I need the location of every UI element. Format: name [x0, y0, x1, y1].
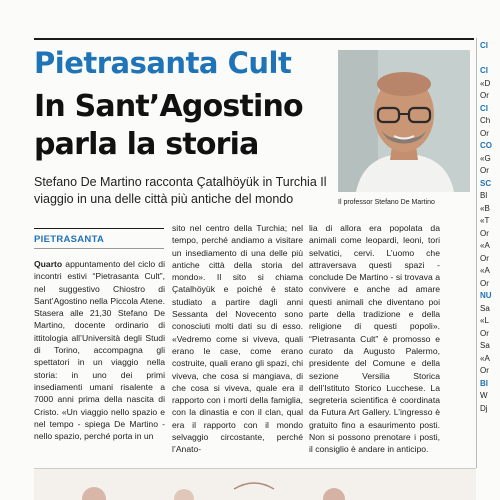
- sidebar-listing-fragment: BI: [480, 378, 488, 388]
- bottom-advertisement: [34, 468, 476, 500]
- article-subhead: Stefano De Martino racconta Çatalhöyük in Turchia Il viaggio in una delle città più antiche del mondo: [34, 175, 327, 206]
- sidebar-listing-fragment: Bl: [480, 191, 488, 200]
- sidebar-listing-fragment: Ch: [480, 116, 491, 125]
- article-column-3: [309, 222, 440, 456]
- section-rule-top: [34, 228, 164, 229]
- sidebar-listing-fragment: «A: [480, 266, 490, 275]
- adjacent-listings-column: [480, 40, 500, 460]
- section-rule-bottom: [34, 248, 164, 249]
- section-label: PIETRASANTA: [34, 234, 105, 245]
- portrait-illustration: [338, 50, 470, 192]
- sidebar-listing-fragment: «G: [480, 153, 491, 163]
- column-1-text: appuntamento del ciclo di incontri estivi “Pietrasanta Cult”, nel suggestivo Chiostro di Sant’Agostino nella Piccola Atene. Stasera alle 21,30 Stefano De Martino, docente ordinario di ittitologia all’Università degli Studi di Torino, accompagna gli spettatori in un viaggio nella storia: in uno dei primi insediamenti umani risalente a 7000 anni prima della nascita di Cristo. «Un viaggio nello spazio e nel tempo - spiega De Martino - nello spazio, perché porta in un: [34, 259, 165, 442]
- sidebar-listing-fragment: Or: [480, 278, 489, 288]
- sidebar-listing-fragment: «A: [480, 353, 490, 363]
- sidebar-listing-fragment: Or: [480, 228, 489, 238]
- sidebar-listing-fragment: Or: [480, 128, 489, 138]
- sidebar-listing-fragment: CO: [480, 141, 492, 150]
- sidebar-listing-fragment: NU: [480, 291, 492, 300]
- sidebar-listing-fragment: Sa: [480, 303, 490, 313]
- advertisement-graphic: [34, 469, 476, 500]
- column-3-text: lia di allora era popolata da animali come leopardi, leoni, tori selvatici, cervi. L’uomo che attraversava questi spazi - conclude De Martino - si trovava a convivere e anche ad amare questi animali che diventano poi parte della tradizione e della religione di questi popoli». “Pietrasanta Cult” è promosso e curato da Augusto Palermo, presidente del Comune e della sezione Versilia Storica dell’Istituto Storico Lucchese. La segreteria scientifica è coordinata da Futura Art Gallery. L’ingresso è gratuito fino a esaurimento posti. Non si possono prenotare i posti, il consiglio è andare in anticipo.: [309, 223, 440, 455]
- sidebar-listing-fragment: «T: [480, 216, 490, 225]
- sidebar-listing-fragment: «A: [480, 241, 490, 250]
- sidebar-listing-fragment: Or: [480, 91, 489, 100]
- portrait-photo: [338, 50, 470, 192]
- column-divider: [476, 38, 477, 468]
- photo-caption: Il professor Stefano De Martino: [338, 199, 435, 206]
- sidebar-listing-fragment: «D: [480, 78, 491, 88]
- sidebar-listing-fragment: Dj: [480, 403, 488, 413]
- sidebar-listing-fragment: «B: [480, 203, 490, 213]
- column-lead-word: Quarto: [34, 259, 63, 269]
- sidebar-listing-fragment: SC: [480, 178, 492, 188]
- sidebar-listing-fragment: CI: [480, 66, 488, 75]
- sidebar-listing-fragment: Sa: [480, 341, 490, 350]
- sidebar-listing-fragment: Or: [480, 166, 489, 175]
- article-headline: In Sant’Agostino parla la storia: [34, 89, 303, 162]
- sidebar-listing-fragment: Or: [480, 328, 489, 338]
- sidebar-listing-fragment: CI: [480, 103, 488, 113]
- sidebar-listing-fragment: Or: [480, 366, 489, 375]
- column-2-text: sito nel centro della Turchia; nel tempo, perché andiamo a visitare un insediamento di una delle più antiche città della storia del mondo». Il sito si chiama Çatalhöyük e poiché è stato studiato a partire dagli anni Sessanta del Novecento sono conosciuti molti dati su di esso. «Vedremo come si viveva, quali erano le case, come erano costruite, quali erano gli spazi, chi viveva, che cosa si mangiava, di che cosa si viveva, quale era il rapporto con i morti della famiglia, con la dinastia e con il clan, qual era il rapporto con il mondo selvaggio circostante, perché l’Anato-: [172, 223, 303, 455]
- sidebar-listing-fragment: [480, 53, 500, 66]
- article-column-1: [34, 258, 165, 442]
- sidebar-listing-fragment: «L: [480, 316, 489, 325]
- top-rule: [34, 38, 474, 40]
- article-column-2: [172, 222, 303, 456]
- sidebar-listing-fragment: W: [480, 391, 488, 400]
- sidebar-listing-fragment: Or: [480, 253, 489, 263]
- article-kicker: Pietrasanta Cult: [34, 46, 292, 80]
- sidebar-listing-fragment: CI: [480, 41, 488, 50]
